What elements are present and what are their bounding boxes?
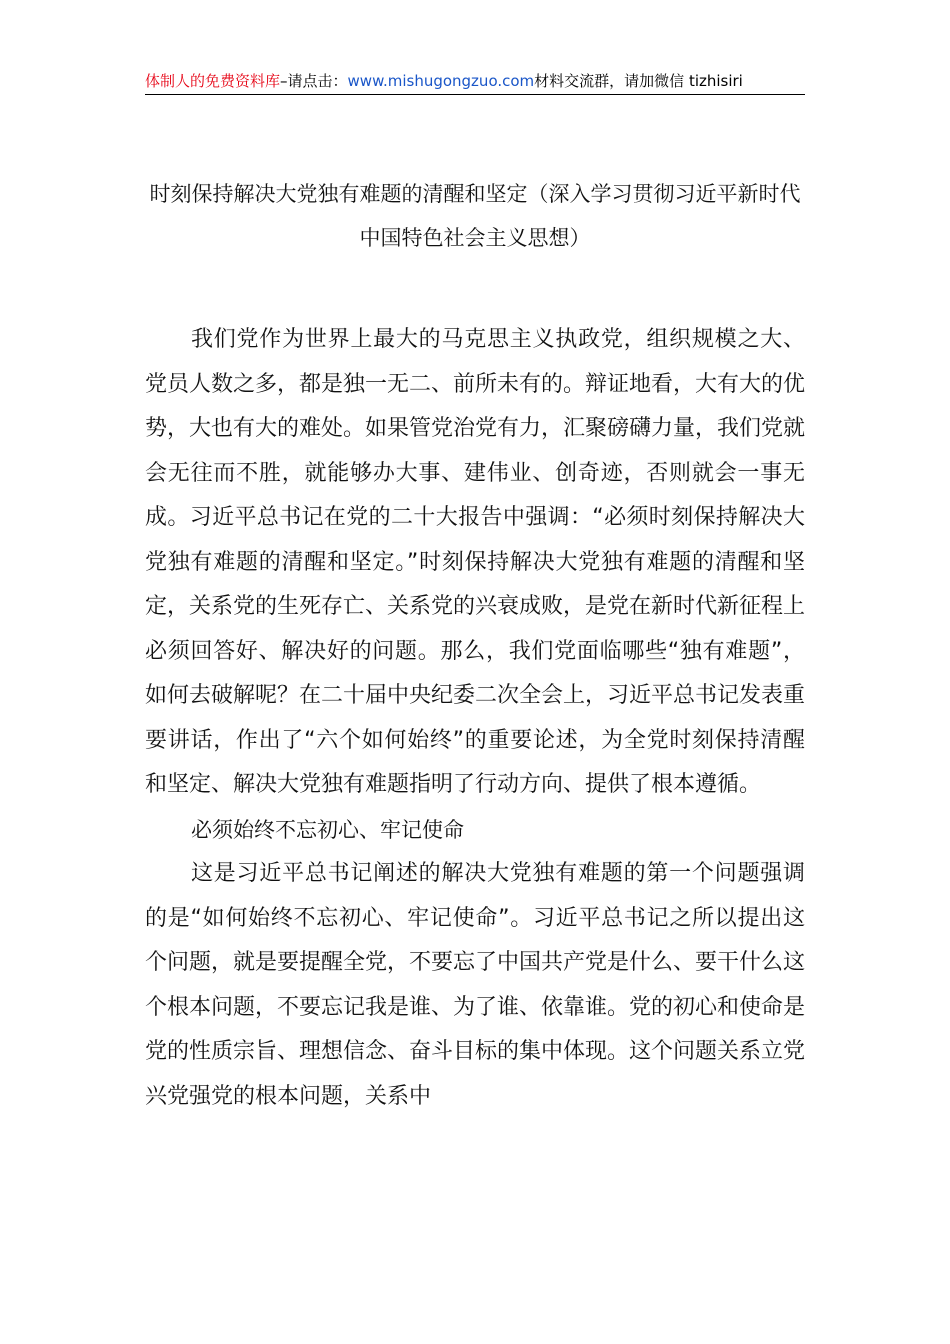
header-prompt: –请点击： xyxy=(280,72,348,90)
page-header xyxy=(145,68,805,95)
paragraph-section-1: 这是习近平总书记阐述的解决大党独有难题的第一个问题强调的是“如何始终不忘初心、牢记使命”。习近平总书记之所以提出这个问题，就是要提醒全党，不要忘了中国共产党是什么、要干什么这个根本问题，不要忘记我是谁、为了谁、依靠谁。党的初心和使命是党的性质宗旨、理想信念、奋斗目标的集中体现。这个问题关系立党兴党强党的根本问题，关系中 xyxy=(145,861,806,1109)
header-site-name: 体制人的免费资料库 xyxy=(145,72,281,90)
document-title: 时刻保持解决大党独有难题的清醒和坚定（深入学习贯彻习近平新时代中国特色社会主义思想） xyxy=(149,182,801,250)
section-heading: 必须始终不忘初心、牢记使命 xyxy=(191,817,464,842)
header-contact: 材料交流群，请加微信 tizhisiri xyxy=(534,72,743,90)
paragraph-intro: 我们党作为世界上最大的马克思主义执政党，组织规模之大、党员人数之多，都是独一无二、前所未有的。辩证地看，大有大的优势，大也有大的难处。如果管党治党有力，汇聚磅礴力量，我们党就会无往而不胜，就能够办大事、建伟业、创奇迹，否则就会一事无成。习近平总书记在党的二十大报告中强调：“必须时刻保持解决大党独有难题的清醒和坚定。”时刻保持解决大党独有难题的清醒和坚定，关系党的生死存亡、关系党的兴衰成败，是党在新时代新征程上必须回答好、解决好的问题。那么，我们党面临哪些“独有难题”，如何去破解呢？在二十届中央纪委二次全会上，习近平总书记发表重要讲话，作出了“六个如何始终”的重要论述，为全党时刻保持清醒和坚定、解决大党独有难题指明了行动方向、提供了根本遵循。 xyxy=(145,327,806,797)
header-url-link[interactable]: www.mishugongzuo.com xyxy=(347,72,535,90)
document-body xyxy=(145,318,805,1119)
